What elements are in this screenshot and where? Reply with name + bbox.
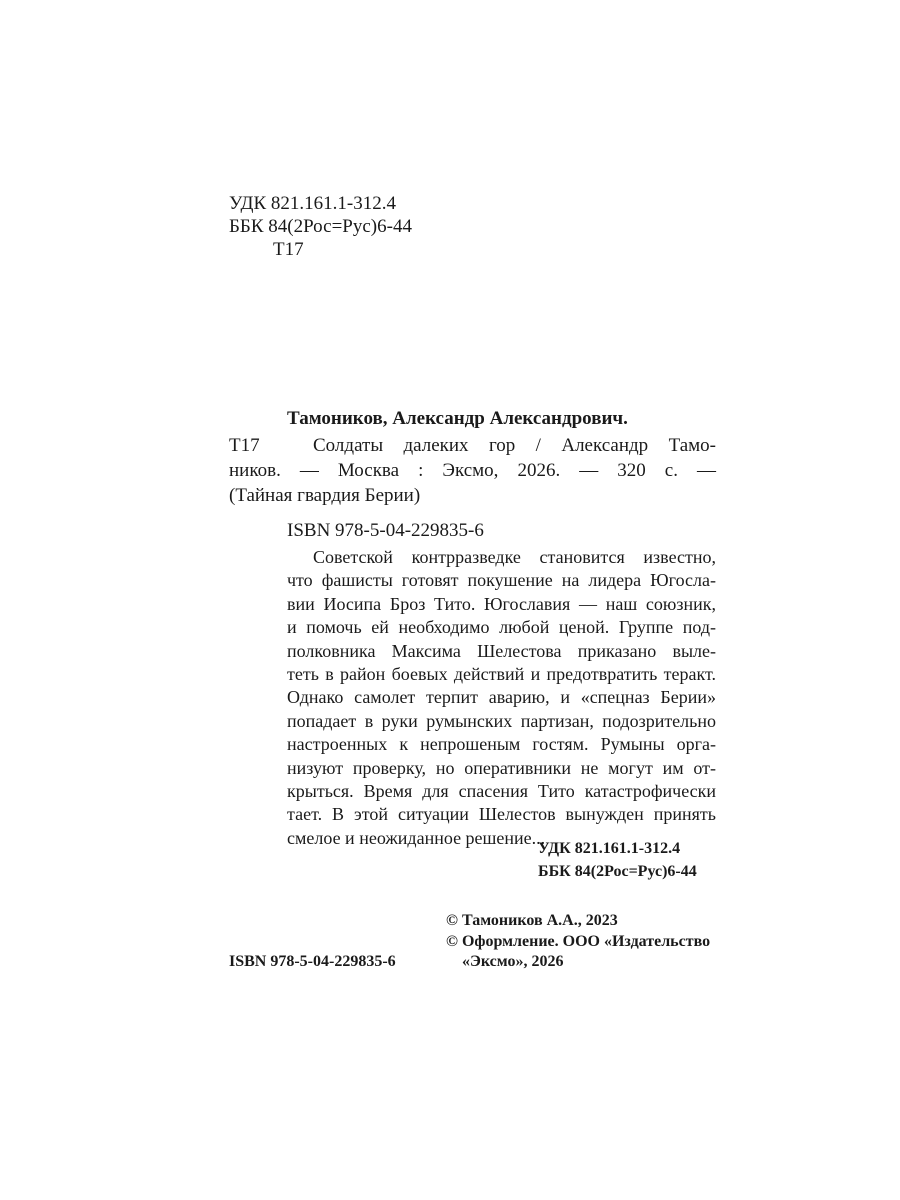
annotation-line: и помочь ей необходимо любой ценой. Группе под- xyxy=(287,617,716,638)
record-author: Тамоников, Александр Александрович. xyxy=(287,408,628,429)
udk-code: УДК 821.161.1-312.4 xyxy=(538,840,681,857)
classification-block-top xyxy=(229,192,412,261)
annotation-line: крыться. Время для спасения Тито катастрофически xyxy=(287,781,716,802)
annotation-line: Однако самолет терпит аварию, и «спецназ Берии» xyxy=(287,687,716,708)
annotation-line: полковника Максима Шелестова приказано выле- xyxy=(287,640,716,661)
annotation-line: смелое и неожиданное решение... xyxy=(287,827,546,848)
record-body xyxy=(229,433,716,508)
bbk-code: ББК 84(2Рос=Рус)6-44 xyxy=(538,863,697,880)
isbn-main: ISBN 978-5-04-229835-6 xyxy=(287,520,484,541)
udk-code: УДК 821.161.1-312.4 xyxy=(229,193,396,214)
isbn-bottom: ISBN 978-5-04-229835-6 xyxy=(229,953,396,970)
copyright-design: © Оформление. ООО «Издательство xyxy=(446,932,711,950)
record-line: (Тайная гвардия Берии) xyxy=(229,485,421,506)
annotation-line: попадает в руки румынских партизан, подозрительно xyxy=(287,710,716,731)
annotation-line: тает. В этой ситуации Шелестов вынужден принять xyxy=(287,804,716,825)
record-line: ников. — Москва : Эксмо, 2026. — 320 с. — xyxy=(229,460,716,481)
copyright-design-continued: «Эксмо», 2026 xyxy=(462,953,564,970)
record-author-sign: Т17 xyxy=(229,435,260,456)
annotation-line: низуют проверку, но оперативники не могут им от- xyxy=(287,757,716,778)
annotation-line: Советской контрразведке становится известно, xyxy=(313,547,716,567)
bbk-code: ББК 84(2Рос=Рус)6-44 xyxy=(229,216,412,237)
annotation-line: вии Иосипа Броз Тито. Югославия — наш союзник, xyxy=(287,593,716,614)
annotation-line: что фашисты готовят покушение на лидера Югосла- xyxy=(287,570,716,591)
record-line: Солдаты далеких гор / Александр Тамо- xyxy=(313,435,716,456)
classification-block-bottom xyxy=(538,837,697,883)
author-sign: Т17 xyxy=(273,239,304,260)
bibliographic-record xyxy=(229,406,716,508)
annotation xyxy=(287,546,716,850)
copyright-block xyxy=(446,911,710,973)
annotation-line: теть в район боевых действий и предотвратить теракт. xyxy=(287,664,716,685)
annotation-line: настроенных к непрошеным гостям. Румыны орга- xyxy=(287,734,716,755)
copyright-author: © Тамоников А.А., 2023 xyxy=(446,912,618,929)
